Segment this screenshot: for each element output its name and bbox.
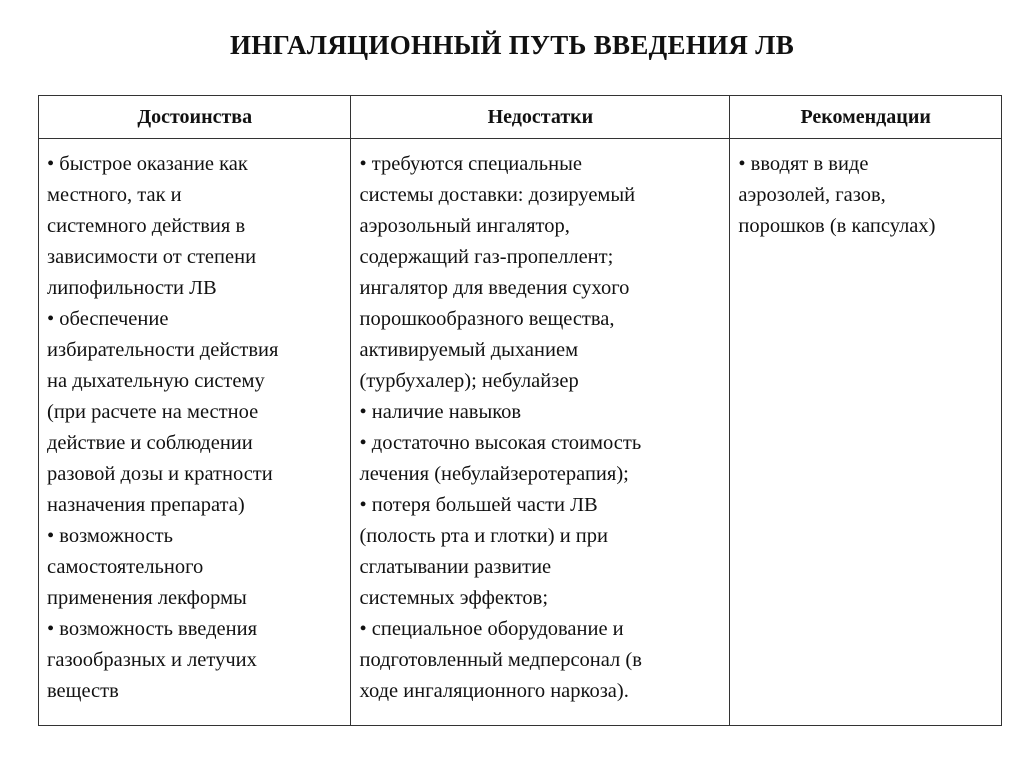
- cell-text-line: (при расчете на местное: [47, 401, 259, 423]
- cell-text-line: веществ: [47, 680, 119, 702]
- cell-recommendations: [730, 139, 1002, 726]
- cell-text-line: порошкообразного вещества,: [359, 308, 615, 330]
- cell-text-line: применения лекформы: [47, 587, 247, 609]
- cell-text-line: избирательности действия: [47, 339, 279, 361]
- cell-text-line: • специальное оборудование и: [359, 618, 624, 640]
- cell-text-line: разовой дозы и кратности: [47, 463, 273, 485]
- cell-text-line: содержащий газ-пропеллент;: [359, 246, 614, 268]
- cell-text-line: системного действия в: [47, 215, 246, 237]
- cell-text-line: самостоятельного: [47, 556, 204, 578]
- header-row: [39, 96, 1002, 139]
- comparison-table: [38, 95, 1002, 726]
- cell-text-line: • быстрое оказание как: [47, 153, 248, 175]
- cell-text-line: (полость рта и глотки) и при: [359, 525, 608, 547]
- cell-text-line: подготовленный медперсонал (в: [359, 649, 642, 671]
- cell-text-line: • обеспечение: [47, 308, 169, 330]
- cell-text-line: активируемый дыханием: [359, 339, 579, 361]
- cell-text-line: порошков (в капсулах): [738, 215, 936, 237]
- cell-text-line: назначения препарата): [47, 494, 245, 516]
- cell-text-line: местного, так и: [47, 184, 182, 206]
- cell-advantages: [39, 139, 351, 726]
- header-advantages: Достоинства: [39, 96, 351, 139]
- cell-text-line: лечения (небулайзеротерапия);: [359, 463, 629, 485]
- cell-text-line: • возможность введения: [47, 618, 258, 640]
- cell-disadvantages: [351, 139, 730, 726]
- cell-text-line: • потеря большей части ЛВ: [359, 494, 598, 516]
- cell-text-line: • достаточно высокая стоимость: [359, 432, 642, 454]
- cell-text-line: аэрозольный ингалятор,: [359, 215, 570, 237]
- cell-text-line: ходе ингаляционного наркоза).: [359, 680, 629, 702]
- cell-text-line: (турбухалер); небулайзер: [359, 370, 579, 392]
- cell-text-line: системных эффектов;: [359, 587, 549, 609]
- cell-text-line: • наличие навыков: [359, 401, 522, 423]
- page-title: ИНГАЛЯЦИОННЫЙ ПУТЬ ВВЕДЕНИЯ ЛВ: [229, 30, 795, 60]
- cell-text-line: газообразных и летучих: [47, 649, 257, 671]
- cell-text-line: на дыхательную систему: [47, 370, 265, 392]
- table-row: [39, 139, 1002, 726]
- cell-text-line: ингалятор для введения сухого: [359, 277, 630, 299]
- cell-text-line: • требуются специальные: [359, 153, 582, 175]
- header-recommendations: Рекомендации: [730, 96, 1002, 139]
- cell-text-line: липофильности ЛВ: [47, 277, 217, 299]
- cell-text-line: аэрозолей, газов,: [738, 184, 886, 206]
- cell-text-line: системы доставки: дозируемый: [359, 184, 636, 206]
- cell-text-line: • возможность: [47, 525, 173, 547]
- header-disadvantages: Недостатки: [351, 96, 730, 139]
- cell-text-line: зависимости от степени: [47, 246, 257, 268]
- cell-text-line: сглатывании развитие: [359, 556, 552, 578]
- cell-text-line: действие и соблюдении: [47, 432, 253, 454]
- cell-text-line: • вводят в виде: [738, 153, 869, 175]
